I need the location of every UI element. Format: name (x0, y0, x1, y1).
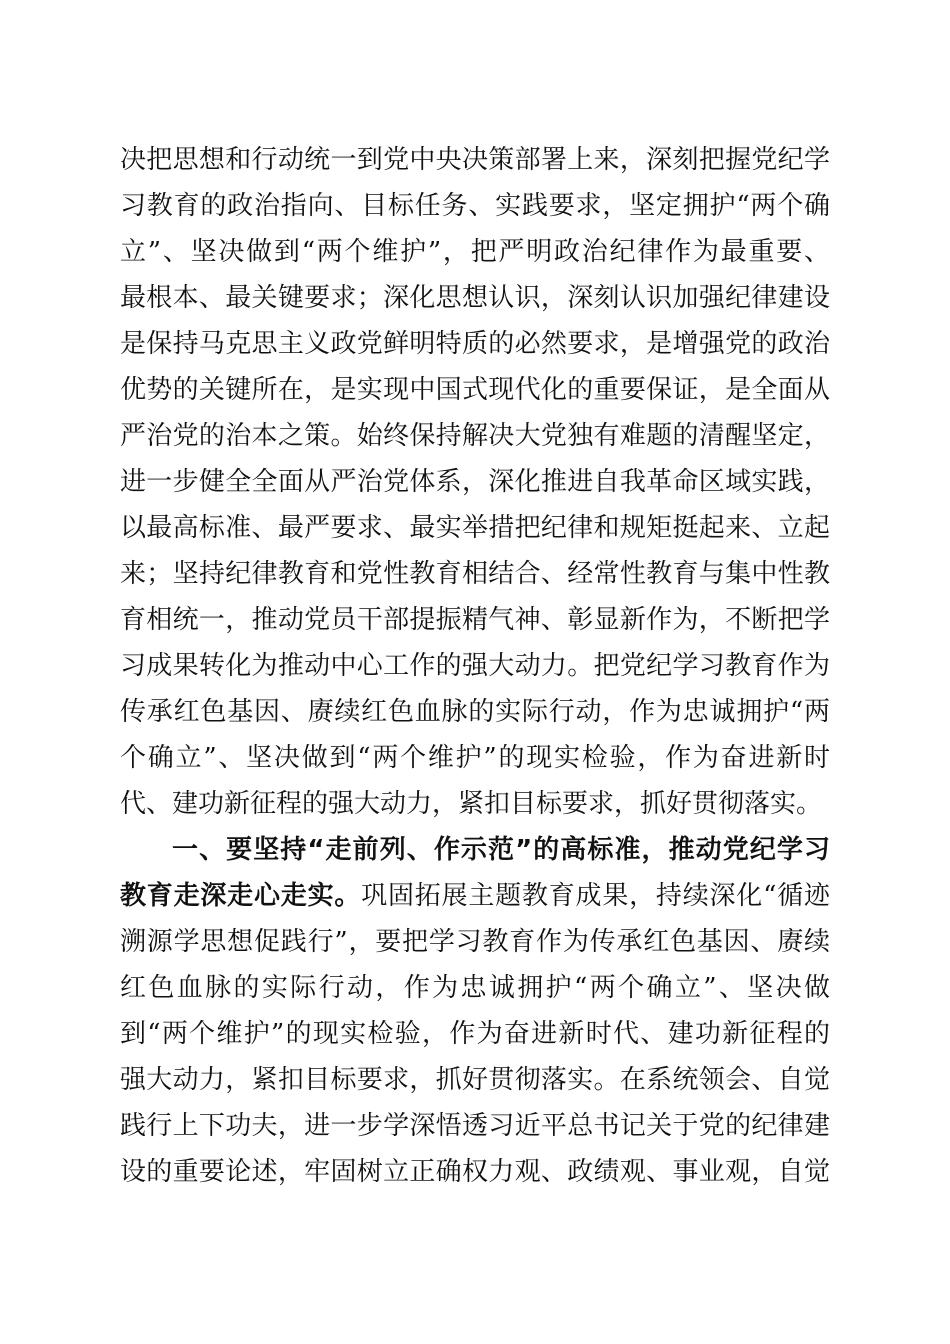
paragraph-line: 育相统一，推动党员干部提振精气神、彰显新作为，不断把学 (120, 605, 830, 635)
section-heading-continuation (120, 874, 830, 918)
paragraph-line: 践行上下功夫，进一步学深悟透习近平总书记关于党的纪律建 (120, 1111, 830, 1141)
paragraph-line: 溯源学思想促践行”，要把学习教育作为传承红色基因、赓续 (120, 927, 830, 957)
paragraph-line: 严治党的治本之策。始终保持解决大党独有难题的清醒坚定， (120, 421, 830, 451)
section-heading: 一、要坚持“走前列、作示范”的高标准，推动党纪学习 (172, 835, 830, 865)
section-body-start: 巩固拓展主题教育成果，持续深化“循迹 (361, 881, 830, 911)
paragraph-line: 最根本、最关键要求；深化思想认识，深刻认识加强纪律建设 (120, 283, 830, 313)
paragraph-line: 习成果转化为推动中心工作的强大动力。把党纪学习教育作为 (120, 651, 830, 681)
paragraph-line: 进一步健全全面从严治党体系，深化推进自我革命区域实践， (120, 467, 830, 497)
paragraph-line: 优势的关键所在，是实现中国式现代化的重要保证，是全面从 (120, 375, 830, 405)
paragraph-line: 以最高标准、最严要求、最实举措把纪律和规矩挺起来、立起 (120, 513, 830, 543)
paragraph-line: 习教育的政治指向、目标任务、实践要求，坚定拥护“两个确 (120, 191, 830, 221)
paragraph-line: 传承红色基因、赓续红色血脉的实际行动，作为忠诚拥护“两 (120, 697, 830, 727)
paragraph-line: 强大动力，紧扣目标要求，抓好贯彻落实。在系统领会、自觉 (120, 1065, 830, 1095)
paragraph-line: 来；坚持纪律教育和党性教育相结合、经常性教育与集中性教 (120, 559, 830, 589)
section-heading-tail: 教育走深走心走实。 (120, 881, 362, 911)
paragraph-line: 代、建功新征程的强大动力，紧扣目标要求，抓好贯彻落实。 (120, 789, 823, 819)
paragraph-line: 决把思想和行动统一到党中央决策部署上来，深刻把握党纪学 (120, 145, 830, 175)
paragraph-line: 设的重要论述，牢固树立正确权力观、政绩观、事业观，自觉 (120, 1157, 830, 1187)
paragraph-line: 个确立”、坚决做到“两个维护”的现实检验，作为奋进新时 (120, 743, 830, 773)
paragraph-line: 立”、坚决做到“两个维护”，把严明政治纪律作为最重要、 (120, 237, 830, 267)
paragraph-line: 是保持马克思主义政党鲜明特质的必然要求，是增强党的政治 (120, 329, 830, 359)
paragraph-line: 红色血脉的实际行动，作为忠诚拥护“两个确立”、坚决做 (120, 973, 830, 1003)
paragraph-line: 到“两个维护”的现实检验，作为奋进新时代、建功新征程的 (120, 1019, 830, 1049)
